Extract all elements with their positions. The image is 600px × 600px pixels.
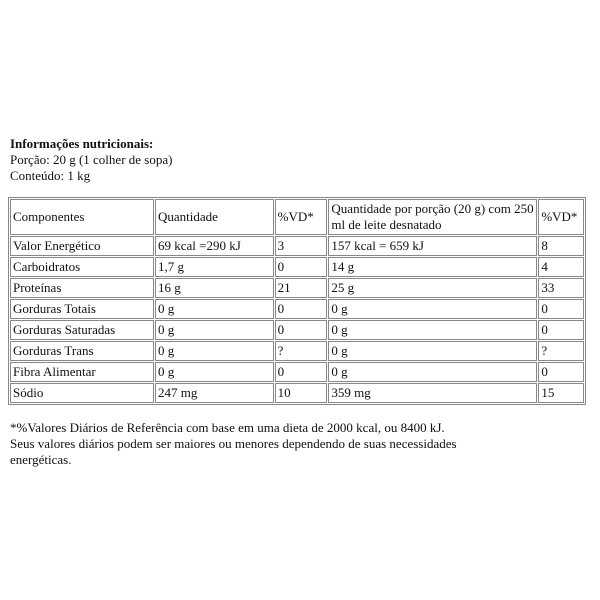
table-row [10, 383, 584, 403]
vd-cell: 3 [275, 236, 328, 256]
quantity-with-milk-cell: 0 g [328, 362, 537, 382]
vd-with-milk-cell: 4 [538, 257, 584, 277]
table-row [10, 278, 584, 298]
vd-with-milk-cell: 8 [538, 236, 584, 256]
column-header-components: Componentes [10, 199, 154, 235]
column-header-quantity: Quantidade [155, 199, 274, 235]
quantity-cell: 16 g [155, 278, 274, 298]
vd-with-milk-cell: 0 [538, 362, 584, 382]
column-header-vd-with-milk: %VD* [538, 199, 584, 235]
vd-cell: 0 [275, 320, 328, 340]
table-row [10, 257, 584, 277]
quantity-with-milk-cell: 25 g [328, 278, 537, 298]
component-name: Gorduras Totais [10, 299, 154, 319]
table-row [10, 236, 584, 256]
table-row [10, 362, 584, 382]
vd-with-milk-cell: 0 [538, 320, 584, 340]
column-header-quantity-with-milk: Quantidade por porção (20 g) com 250 ml de leite desnatado [328, 199, 537, 235]
table-header-row [10, 199, 584, 235]
footnote-reference-values: *%Valores Diários de Referência com base em uma dieta de 2000 kcal, ou 8400 kJ. [10, 420, 445, 435]
vd-cell: 0 [275, 257, 328, 277]
quantity-cell: 0 g [155, 341, 274, 361]
component-name: Sódio [10, 383, 154, 403]
quantity-with-milk-cell: 0 g [328, 299, 537, 319]
quantity-cell: 0 g [155, 362, 274, 382]
quantity-cell: 69 kcal =290 kJ [155, 236, 274, 256]
component-name: Fibra Alimentar [10, 362, 154, 382]
quantity-with-milk-cell: 157 kcal = 659 kJ [328, 236, 537, 256]
nutrition-table [8, 197, 586, 405]
footnote [10, 420, 510, 468]
quantity-with-milk-cell: 14 g [328, 257, 537, 277]
column-header-vd: %VD* [275, 199, 328, 235]
quantity-cell: 1,7 g [155, 257, 274, 277]
quantity-cell: 0 g [155, 320, 274, 340]
vd-cell: 21 [275, 278, 328, 298]
table-row [10, 341, 584, 361]
quantity-with-milk-cell: 359 mg [328, 383, 537, 403]
component-name: Carboidratos [10, 257, 154, 277]
quantity-cell: 0 g [155, 299, 274, 319]
footnote-daily-values: Seus valores diários podem ser maiores ou menores dependendo de suas necessidades energéticas. [10, 436, 457, 467]
vd-with-milk-cell: 33 [538, 278, 584, 298]
table-row [10, 320, 584, 340]
component-name: Gorduras Trans [10, 341, 154, 361]
vd-with-milk-cell: 15 [538, 383, 584, 403]
nutrition-header [10, 136, 172, 184]
portion-text: Porção: 20 g (1 colher de sopa) [10, 152, 173, 167]
vd-cell: 10 [275, 383, 328, 403]
vd-cell: 0 [275, 299, 328, 319]
quantity-with-milk-cell: 0 g [328, 320, 537, 340]
content-text: Conteúdo: 1 kg [10, 168, 91, 183]
vd-with-milk-cell: 0 [538, 299, 584, 319]
component-name: Gorduras Saturadas [10, 320, 154, 340]
vd-with-milk-cell: ? [538, 341, 584, 361]
vd-cell: 0 [275, 362, 328, 382]
table-row [10, 299, 584, 319]
component-name: Proteínas [10, 278, 154, 298]
nutrition-title: Informações nutricionais: [10, 136, 154, 151]
component-name: Valor Energético [10, 236, 154, 256]
quantity-with-milk-cell: 0 g [328, 341, 537, 361]
vd-cell: ? [275, 341, 328, 361]
quantity-cell: 247 mg [155, 383, 274, 403]
